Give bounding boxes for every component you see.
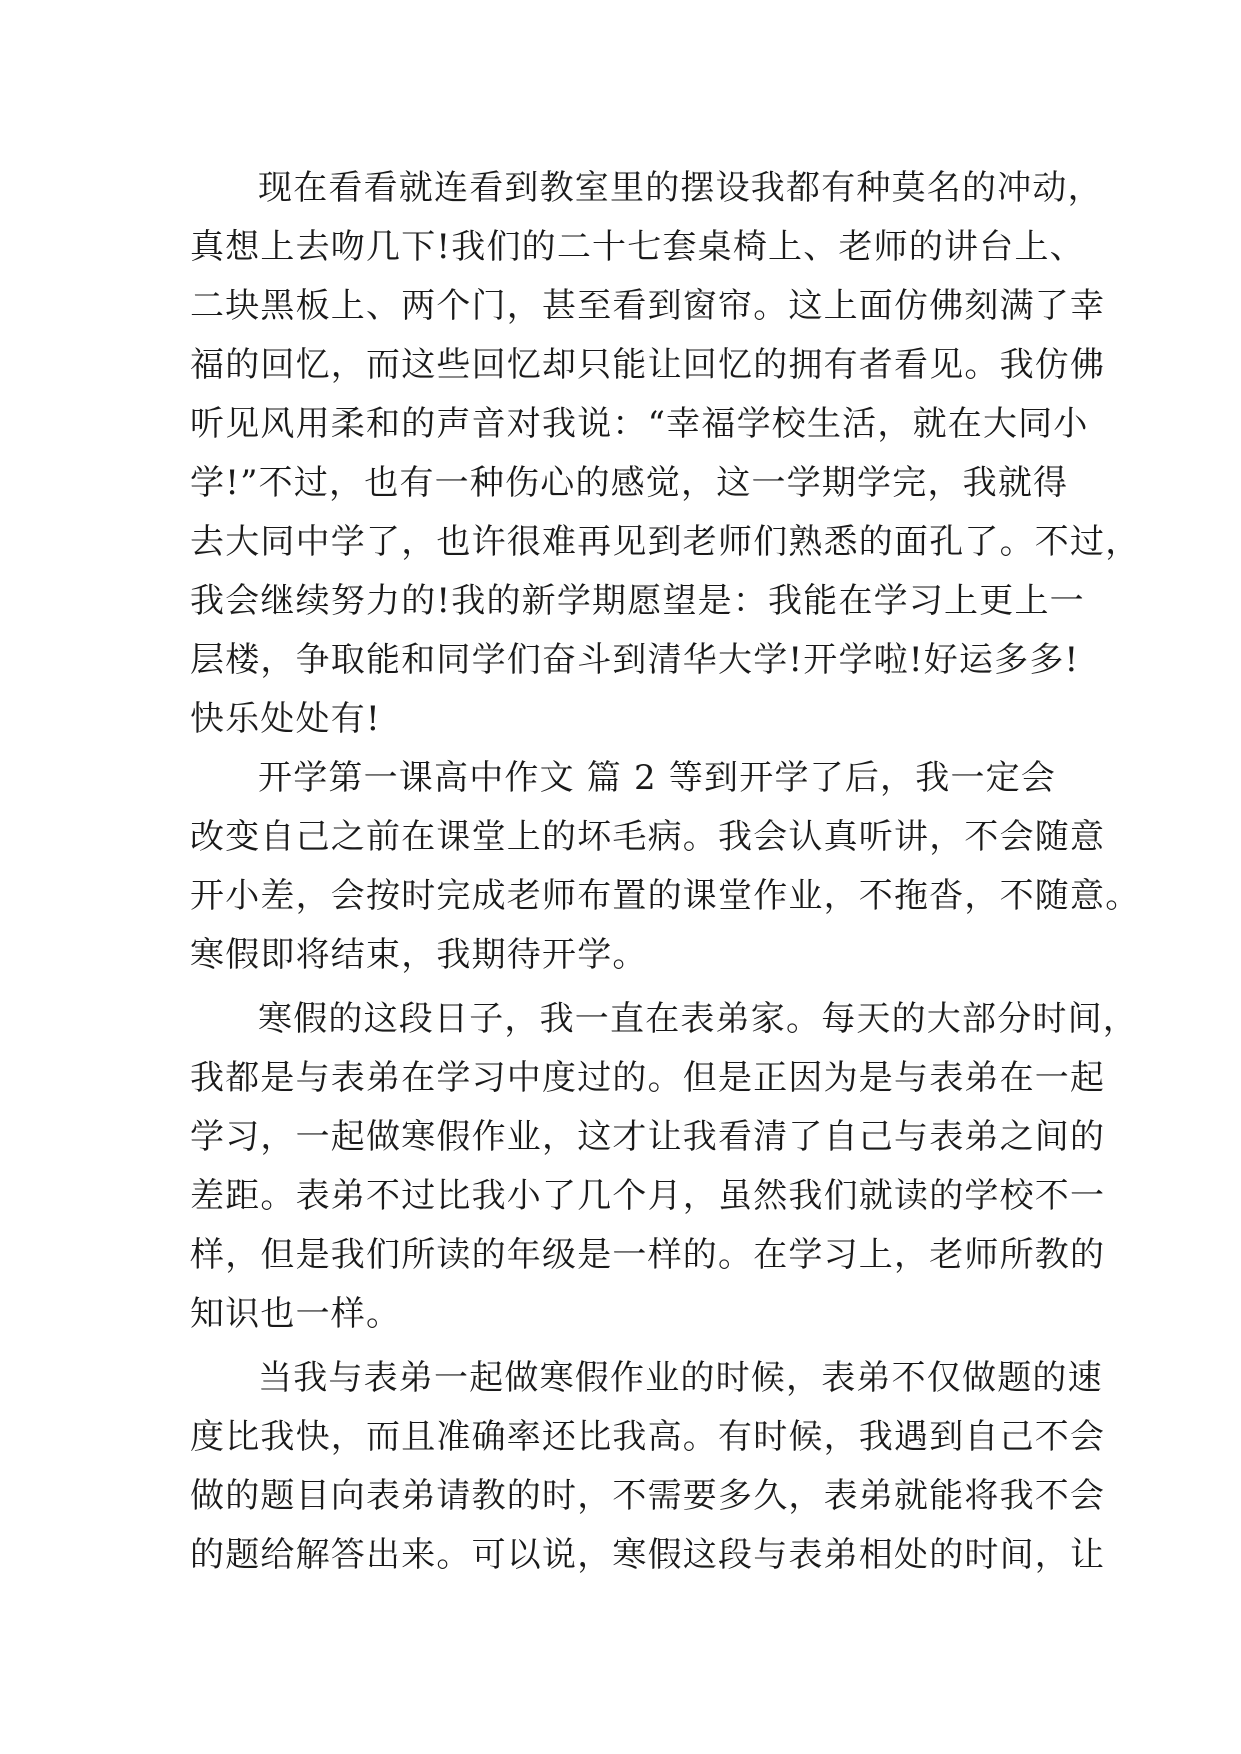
text-line: 做的题目向表弟请教的时，不需要多久，表弟就能将我不会 bbox=[190, 1476, 1106, 1516]
text-line: 当我与表弟一起做寒假作业的时候，表弟不仅做题的速 bbox=[258, 1358, 1103, 1398]
text-line: 度比我快，而且准确率还比我高。有时候，我遇到自己不会 bbox=[190, 1417, 1106, 1457]
text-line: 知识也一样。 bbox=[190, 1294, 402, 1334]
text-line: 层楼，争取能和同学们奋斗到清华大学!开学啦!好运多多! bbox=[190, 640, 1080, 680]
text-line: 听见风用柔和的声音对我说：“幸福学校生活，就在大同小 bbox=[190, 404, 1089, 444]
text-line: 寒假即将结束，我期待开学。 bbox=[190, 935, 648, 975]
text-line: 去大同中学了，也许很难再见到老师们熟悉的面孔了。不过， bbox=[190, 522, 1141, 562]
text-line: 学!”不过，也有一种伤心的感觉，这一学期学完，我就得 bbox=[190, 463, 1069, 503]
text-line: 开小差，会按时完成老师布置的课堂作业，不拖沓，不随意。 bbox=[190, 876, 1141, 916]
text-line: 改变自己之前在课堂上的坏毛病。我会认真听讲，不会随意 bbox=[190, 817, 1106, 857]
text-line: 我会继续努力的!我的新学期愿望是：我能在学习上更上一 bbox=[190, 581, 1085, 621]
text-line: 差距。表弟不过比我小了几个月，虽然我们就读的学校不一 bbox=[190, 1176, 1106, 1216]
text-line: 福的回忆，而这些回忆却只能让回忆的拥有者看见。我仿佛 bbox=[190, 345, 1106, 385]
text-line: 现在看看就连看到教室里的摆设我都有种莫名的冲动， bbox=[258, 168, 1103, 208]
text-line: 二块黑板上、两个门，甚至看到窗帘。这上面仿佛刻满了幸 bbox=[190, 286, 1106, 326]
text-line: 开学第一课高中作文 篇 2 等到开学了后，我一定会 bbox=[258, 758, 1057, 798]
text-line: 学习，一起做寒假作业，这才让我看清了自己与表弟之间的 bbox=[190, 1117, 1106, 1157]
text-line: 寒假的这段日子，我一直在表弟家。每天的大部分时间， bbox=[258, 999, 1138, 1039]
text-line: 我都是与表弟在学习中度过的。但是正因为是与表弟在一起 bbox=[190, 1058, 1106, 1098]
text-line: 的题给解答出来。可以说，寒假这段与表弟相处的时间，让 bbox=[190, 1535, 1106, 1575]
text-line: 真想上去吻几下!我们的二十七套桌椅上、老师的讲台上、 bbox=[190, 227, 1085, 267]
text-line: 样，但是我们所读的年级是一样的。在学习上，老师所教的 bbox=[190, 1235, 1106, 1275]
text-line: 快乐处处有! bbox=[190, 699, 381, 739]
